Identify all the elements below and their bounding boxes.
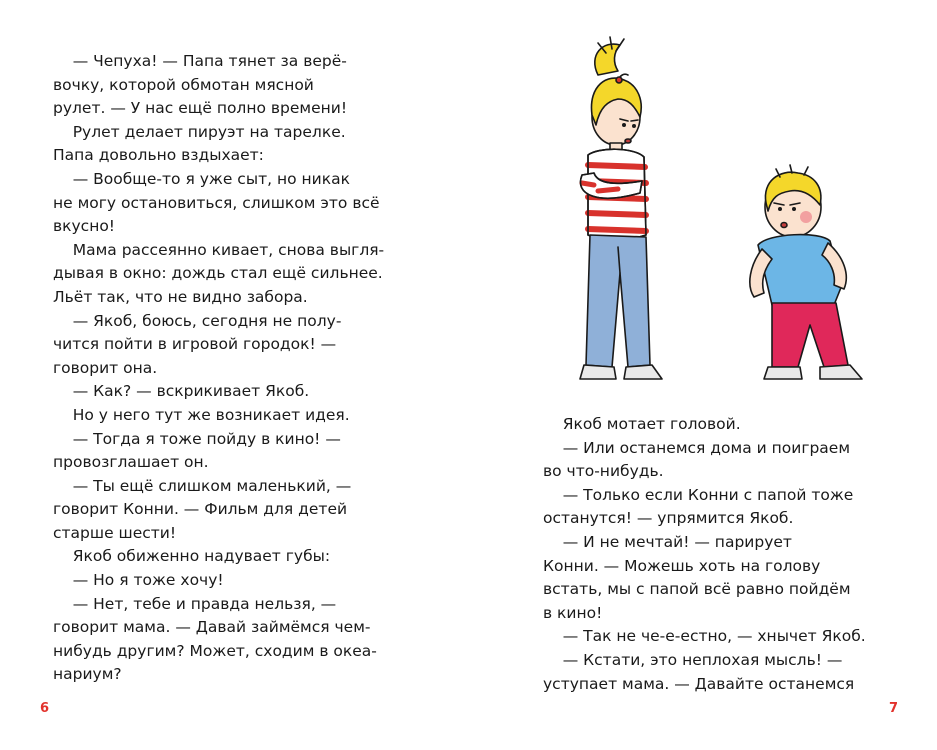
right-page [468, 0, 937, 750]
text-line: вкусно! [53, 217, 116, 236]
right-page-text [543, 413, 873, 696]
text-line: нариум? [53, 665, 122, 684]
conni-and-jakob-illustration [558, 35, 878, 390]
text-line: говорит она. [53, 358, 158, 377]
text-line: вочку, которой обмотан мясной [53, 75, 314, 94]
left-page [0, 0, 468, 750]
text-line: Но у него тут же возникает идея. [53, 405, 350, 424]
text-line: уступает мама. — Давайте останемся [543, 674, 855, 693]
text-line: Конни. — Можешь хоть на голову [543, 556, 821, 575]
text-line: — Но я тоже хочу! [53, 571, 224, 590]
text-line: — Кстати, это неплохая мысль! — [543, 650, 843, 669]
text-line: рулет. — У нас ещё полно времени! [53, 99, 348, 118]
text-line: во что-нибудь. [543, 462, 664, 481]
text-line: дывая в окно: дождь стал ещё сильнее. [53, 264, 383, 283]
boy-figure [750, 165, 862, 379]
text-line: — И не мечтай! — парирует [543, 532, 792, 551]
text-line: Льёт так, что не видно забора. [53, 287, 308, 306]
text-line: не могу остановиться, слишком это всё [53, 193, 380, 212]
text-line: — Вообще-то я уже сыт, но никак [53, 169, 350, 188]
text-line: — Так не че-е-естно, — хнычет Якоб. [543, 627, 866, 646]
text-line: Якоб мотает головой. [543, 415, 741, 433]
text-line: — Нет, тебе и правда нельзя, — [53, 594, 337, 613]
text-line: — Как? — вскрикивает Якоб. [53, 382, 310, 401]
text-line: Якоб обиженно надувает губы: [53, 547, 331, 566]
text-line: встать, мы с папой всё равно пойдём [543, 580, 851, 599]
text-line: старше шести! [53, 523, 177, 542]
text-line: говорит мама. — Давай займёмся чем- [53, 618, 371, 637]
left-page-text [53, 50, 383, 687]
text-line: провозглашает он. [53, 453, 209, 472]
text-line: нибудь другим? Может, сходим в океа- [53, 641, 377, 660]
text-line: — Чепуха! — Папа тянет за верё- [53, 52, 347, 70]
text-line: останутся! — упрямится Якоб. [543, 509, 794, 528]
text-line: — Ты ещё слишком маленький, — [53, 476, 352, 495]
text-line: Папа довольно вздыхает: [53, 146, 264, 165]
text-line: чится пойти в игровой городок! — [53, 335, 337, 354]
page-number-right: 7 [889, 701, 899, 716]
text-line: говорит Конни. — Фильм для детей [53, 500, 348, 519]
page-number-left: 6 [40, 701, 50, 716]
girl-figure [580, 37, 662, 379]
text-line: — Якоб, боюсь, сегодня не полу- [53, 311, 342, 330]
text-line: — Тогда я тоже пойду в кино! — [53, 429, 341, 448]
text-line: — Только если Конни с папой тоже [543, 485, 854, 504]
text-line: — Или останемся дома и поиграем [543, 438, 851, 457]
text-line: Мама рассеянно кивает, снова выгля- [53, 240, 385, 259]
text-line: в кино! [543, 603, 603, 622]
text-line: Рулет делает пируэт на тарелке. [53, 122, 346, 141]
